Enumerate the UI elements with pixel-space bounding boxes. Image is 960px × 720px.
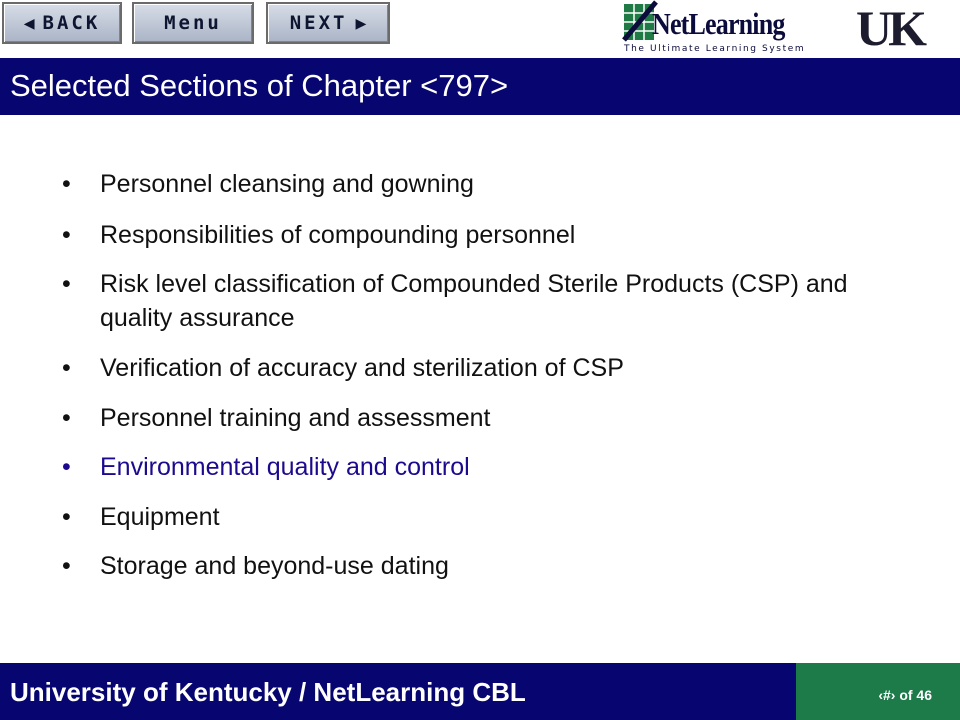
footer-bar — [0, 663, 960, 720]
list-item-text: Environmental quality and control — [100, 453, 470, 481]
list-item-text: Personnel training and assessment — [100, 404, 491, 432]
bullet-icon: • — [62, 453, 71, 481]
list-item — [62, 267, 922, 335]
bullet-icon: • — [62, 503, 71, 531]
bullet-icon: • — [62, 354, 71, 382]
list-item — [62, 500, 922, 534]
page-title: Selected Sections of Chapter <797> — [10, 68, 509, 103]
bullet-icon: • — [62, 221, 71, 249]
list-item-text: Verification of accuracy and sterilization of CSP — [100, 354, 624, 382]
list-item-text: Risk level classification of Compounded Sterile Products (CSP) and quality assurance — [100, 270, 848, 332]
back-button-label: BACK — [42, 12, 101, 34]
list-item-text: Storage and beyond-use dating — [100, 552, 449, 580]
page-indicator-box — [796, 663, 960, 720]
list-item — [62, 549, 922, 583]
uk-logo: UK — [856, 0, 923, 56]
page-number: ‹#› of 46 — [878, 687, 932, 703]
footer-org: University of Kentucky / NetLearning CBL — [10, 677, 526, 707]
bullet-icon: • — [62, 270, 71, 298]
list-item — [62, 218, 922, 252]
netlearning-tagline: The Ultimate Learning System — [624, 44, 806, 54]
list-item — [62, 401, 922, 435]
list-item — [62, 351, 922, 385]
list-item-text: Responsibilities of compounding personnel — [100, 221, 576, 249]
next-button-label: NEXT — [289, 12, 348, 34]
bullet-icon: • — [62, 552, 71, 580]
bullet-icon: • — [62, 404, 71, 432]
right-arrow-icon: ▶ — [355, 12, 367, 34]
list-item-highlighted — [62, 450, 922, 484]
bullet-icon: • — [62, 170, 71, 198]
list-item-text: Equipment — [100, 503, 220, 531]
netlearning-wordmark: NetLearning — [652, 6, 785, 41]
left-arrow-icon: ◀ — [23, 12, 35, 34]
list-item — [62, 167, 922, 201]
list-item-text: Personnel cleansing and gowning — [100, 170, 474, 198]
menu-button-label: Menu — [164, 12, 222, 34]
